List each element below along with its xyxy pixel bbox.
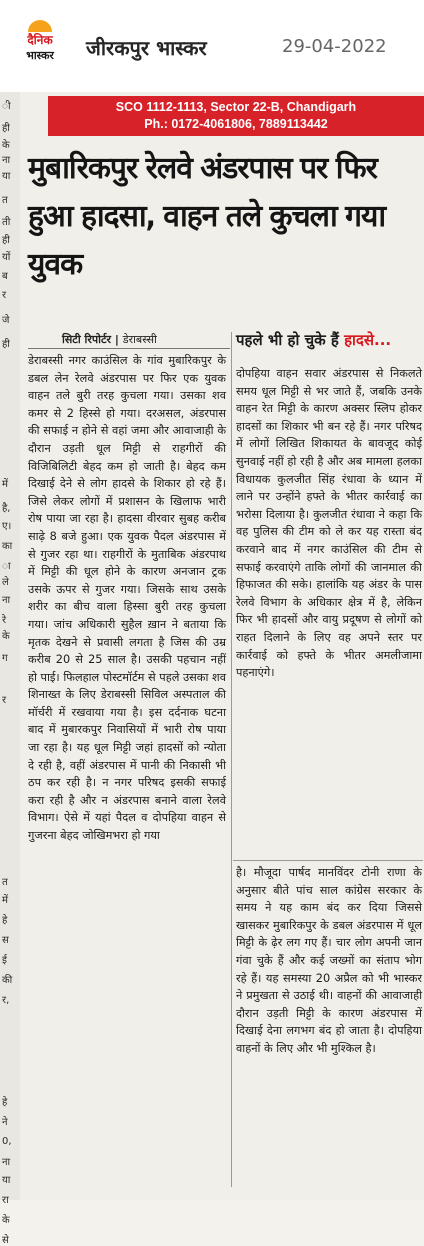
fragment-text: ना [2,1157,11,1168]
fragment-text: से [2,1235,9,1246]
fragment-text: के [2,140,10,151]
fragment-text: र [2,290,7,301]
fragment-text: ना [2,155,11,166]
fragment-text: ले [2,577,9,588]
fragment-text: ती [2,217,11,228]
fragment-text: की [2,975,13,986]
fragment-text: ही [2,235,10,246]
fragment-text: या [2,1175,11,1186]
fragment-text: है, [2,503,11,514]
fragment-text: 0, [2,1136,12,1147]
article-body-column-2: दोपहिया वाहन सवार अंडरपास से निकलते समय धूल मिट्टी से भर जाते हैं, जबकि उनके वाहन रेत मिट्टी के कारण अक्सर स्लिप होकर हादसों का शिकार भी बन रहे हैं। नगर परिषद में लोगों लिखित शिकायत के बावजूद कोई सुनवाई नहीं हो रही है और अब मामला हलका विधायक कुलजीत सिंह रंधावा के ध्यान में लाने पर उन्होंने हफ्ते के भीतर कार्रवाई का भरोसा दिलाया है। कुलजीत रंधावा ने कहा कि वह पुलिस की टीम को ले कर यह रास्ता बंद करवाने बाद में नगर काउंसिल की टीम से सफाई करवाएंगे ताकि लोगों की जानमाल की हिफाजत की सके। हालांकि यह अंडर के पास रेलवे विभाग के अधिकार क्षेत्र में है, लेकिन फिर भी हादसों और वायु प्रदूषण से लोगों को राहत दिलाने के लिए वह अपने स्तर पर कार्रवाई को हफ्ते के भीतर अमलीजामा पहनाएंगे। [236,367,422,680]
column-divider [231,332,232,1187]
article-body-column-1: डेराबस्सी नगर काउंसिल के गांव मुबारिकपुर के डबल लेन रेलवे अंडरपास पर फिर एक युवक वाहन तले बुरी तरह कुचला गया। उसका शव कमर से 2 हिस्से हो गया। दरअसल, अंडरपास की सफाई न होने से वहां जमा और आवाजाही के दौरान उड़ती धूल मिट्टी से राहगीरों की विजिबिलिटी बेहद कम हो जाती है। बेहद कम दिखाई देने से लोग हादसे के शिकार हो रहे हैं। जिसे लेकर लोगों में प्रशासन के खिलाफ भारी रोष पाया जा रहा है। हादसा वीरवार सुबह करीब साढ़े 8 बजे हुआ। एक युवक पैदल अंडरपास में से गुजर रहा था। राहगीरों के मुताबिक अंडरपाथ में मिट्टी की धूल होने के कारण अनजान ट्रक उसके ऊपर से गुजर गया। जिसके साथ उसके शरीर का बीच वाला हिस्सा बुरी तरह कुचला गया। जांच अधिकारी सुहैल ख़ान ने बताया कि मृतक देखने से प्रवासी लगता है जिस की उम्र करीब 20 से 25 साल है। उसकी पहचान नहीं हो पाई। फिलहाल पोस्टमॉर्टम से पहले उसका शव शिनाख्त के लिए डेराबस्सी सिविल अस्पताल की मॉर्चरी में रखवाया गया है। इस दर्दनाक घटना बाद में मुबारकपुर निवासियों में भारी रोष पाया जा रहा है। यह धूल मिट्टी जहां हादसों को न्योता दे रही है, वहीं अंडरपास में पानी की निकासी भी ठप कर रही है। न नगर परिषद इसकी सफाई करा रही है और न अंडरपास बनाने वाला रेलवे विभाग। ऐसे में यहां पैदल व दोपहिया वाहन से गुजरना बेहद जोखिमभरा हो गया [28,354,226,843]
fragment-text: के [2,1215,10,1226]
byline-reporter: सिटी रिपोर्टर [62,333,111,346]
app-header [0,0,424,93]
fragment-text: या [2,171,11,182]
fragment-text: यों [2,252,11,263]
fragment-text: ना [2,595,11,606]
logo-text-line1: दैनिक [27,33,53,47]
adjacent-column-fragment [0,92,20,1246]
fragment-text: के [2,631,10,642]
sun-icon [28,20,52,32]
logo-text-line2: भास्कर [26,49,54,62]
fragment-text: हे [2,915,8,926]
column-divider [28,348,230,349]
edition-title: जीरकपुर भास्कर [86,36,207,60]
fragment-text: जे [2,315,10,326]
fragment-text: त [2,877,8,888]
advertisement-banner [48,96,424,136]
fragment-text: ी [2,101,11,112]
fragment-text: ा [2,561,11,572]
fragment-text: में [2,895,8,906]
fragment-text: रे [2,615,7,626]
edition-date[interactable]: 29-04-2022 [282,36,387,57]
fragment-text: र, [2,995,10,1006]
ad-phone: Ph.: 0172-4061806, 7889113442 [144,117,328,131]
fragment-text: त [2,195,8,206]
article-headline: मुबारिकपुर रेलवे अंडरपास पर फिर हुआ हादसा, वाहन तले कुचला गया युवक [28,151,386,282]
fragment-text: ग [2,653,8,664]
fragment-text: ही [2,123,10,134]
fragment-text: हे [2,1097,8,1108]
fragment-text: ए। [2,521,12,532]
fragment-text: ही [2,339,10,350]
sub-headline-text: पहले भी हो चुके हैं [236,331,345,349]
fragment-text: स [2,935,9,946]
fragment-text: ब [2,271,8,282]
fragment-text: रा [2,1195,9,1206]
byline-location: डेराबस्सी [122,333,157,346]
section-divider [233,860,423,861]
fragment-text: ई [2,955,7,966]
article-byline: सिटी रिपोर्टर | डेराबस्सी [62,333,157,346]
fragment-text: र [2,695,7,706]
sub-headline [236,330,424,350]
article-body-column-3: है। मौजूदा पार्षद मानविंदर टोनी राणा के अनुसार बीते पांच साल कांग्रेस सरकार के समय ने यह काम बंद कर दिया जिससे खासकर मुबारिकपुर के डबल अंडरपास में धूल मिट्टी के ढ़ेर लग गए हैं। चार लोग अपनी जान गंवा चुके हैं और कई जख्मों का संताप भोग रहे हैं। यह समस्या 20 अप्रैल को भी भास्कर ने प्रमुखता से उठाई थी। वाहनों की आवाजाही दौरान उड़ती मिट्टी के कारण अंडरपास में दिखाई देना लगभग बंद हो जाता है। दोपहिया वाहनों के लिए और भी मुश्किल है। [236,866,422,1055]
fragment-text: ने [2,1117,8,1128]
fragment-text: में [2,479,8,490]
sub-headline-highlight: हादसे... [344,331,392,349]
ad-address: SCO 1112-1113, Sector 22-B, Chandigarh [115,100,357,114]
dainik-bhaskar-logo[interactable] [15,20,65,72]
fragment-text: का [2,541,13,552]
